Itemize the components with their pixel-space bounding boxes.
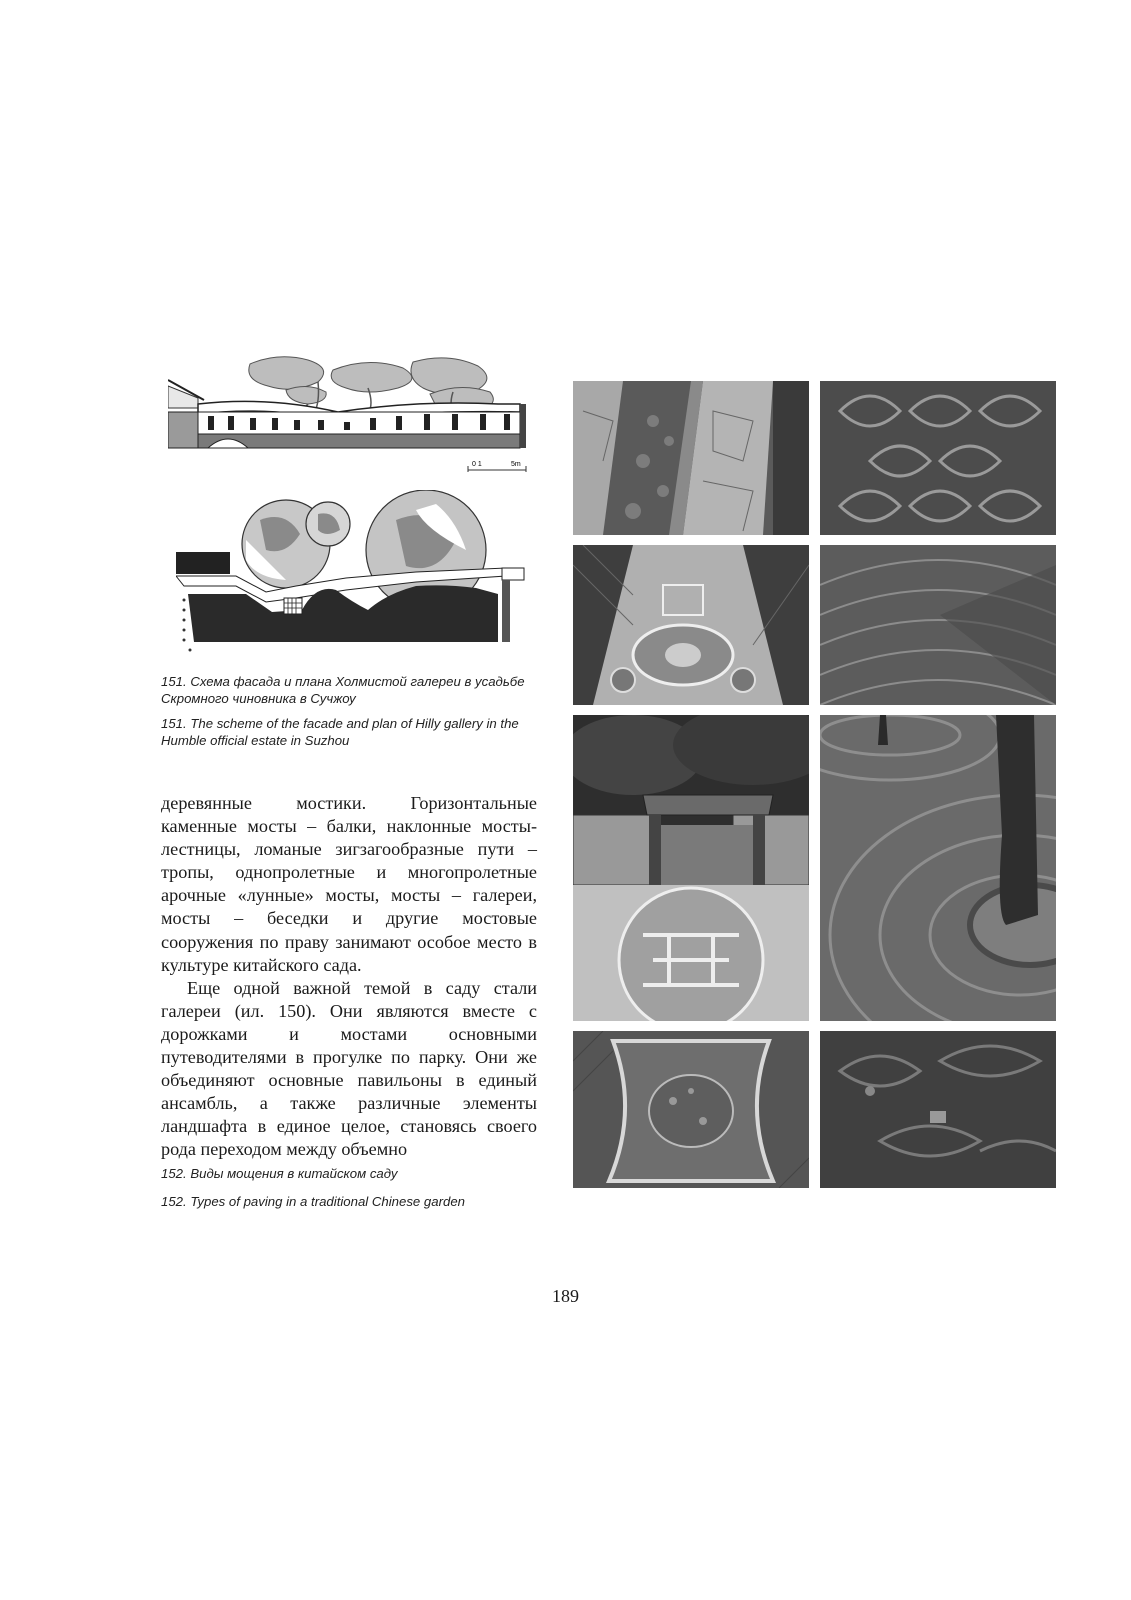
paving-photo-3 [573, 545, 809, 705]
svg-text:5m: 5m [511, 461, 521, 468]
paving-photo-5 [573, 715, 809, 1021]
figure-151-caption-en: 151. The scheme of the facade and plan of Hilly gallery in the Humble official estate in Suzhou [161, 716, 519, 748]
gallery-facade-drawing [168, 352, 540, 480]
scale-bar [468, 461, 526, 472]
paving-photo-8 [820, 1031, 1056, 1188]
paving-photo-6 [820, 715, 1056, 1021]
gallery-plan-drawing [176, 490, 528, 658]
paving-photo-4 [820, 545, 1056, 705]
paving-photo-2 [820, 381, 1056, 535]
figure-151-caption-ru: 151. Схема фасада и плана Холмистой галереи в усадьбе Скромного чиновника в Сучжоу [161, 674, 525, 706]
figure-152-caption-ru: 152. Виды мощения в китайском саду [161, 1166, 398, 1181]
paragraph-1: деревянные мостики. Горизонтальные каменные мосты – балки, наклонные мосты-лестницы, ломаные зигзагообразные пути – тропы, однопролетные и многопролетные арочные «лунные» мосты, мосты – галереи, мосты – беседки и другие мостовые сооружения по праву занимают особое место в культуре китайского сада. [161, 793, 537, 975]
page-number: 189 [552, 1286, 579, 1306]
svg-text:0 1: 0 1 [472, 461, 482, 468]
paving-photo-7 [573, 1031, 809, 1188]
paragraph-2: Еще одной важной темой в саду стали галереи (ил. 150). Они являются вместе с дорожками и мостами основными путеводителями в прогулке по парку. Они же объединяют основные павильоны в единый ансамбль, а также различные элементы ландшафта в единое целое, становясь своего рода переходом между объемно [161, 977, 537, 1160]
body-text [161, 792, 537, 1162]
paving-photo-1 [573, 381, 809, 535]
figure-152-caption-en: 152. Types of paving in a traditional Chinese garden [161, 1194, 465, 1209]
